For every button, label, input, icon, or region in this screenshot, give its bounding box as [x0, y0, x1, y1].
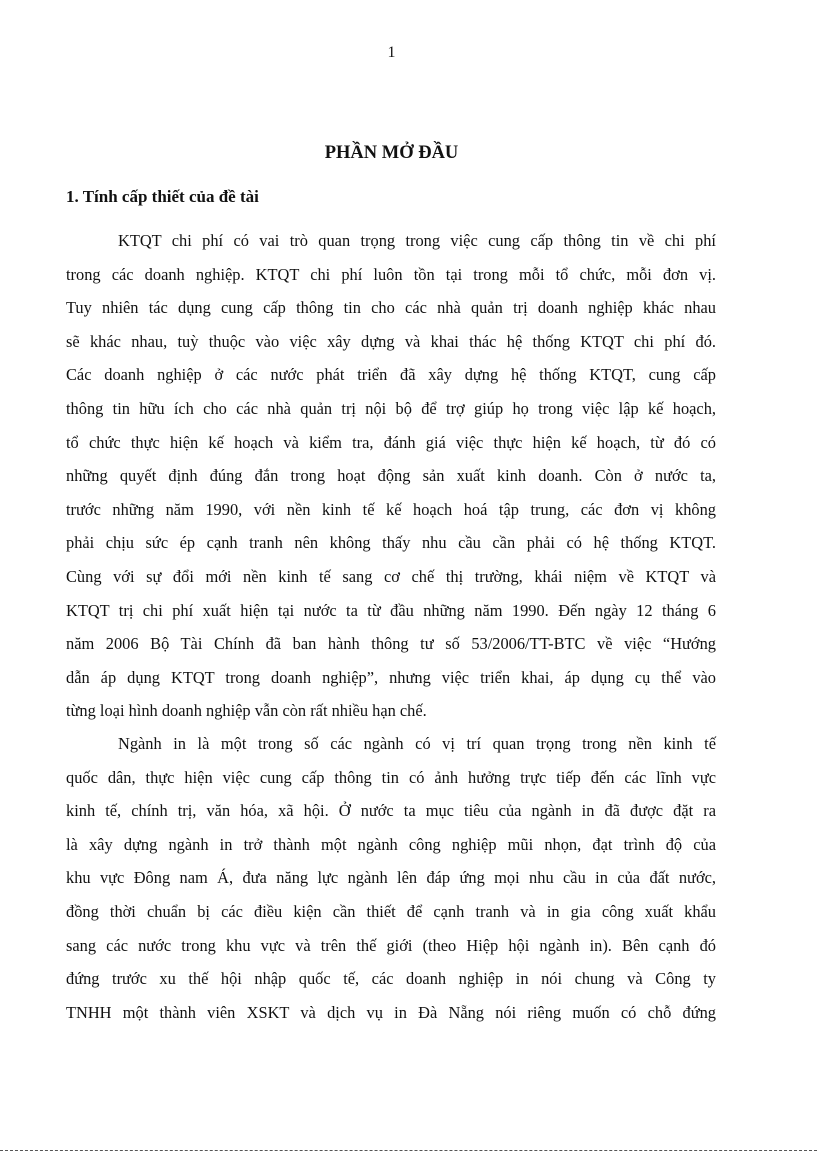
text-line: đồng thời chuẩn bị các điều kiện cần thiết để cạnh tranh và in gia công xuất khẩu	[66, 901, 716, 921]
text-line: sẽ khác nhau, tuỳ thuộc vào việc xây dựng và khai thác hệ thống KTQT chi phí đó.	[66, 331, 716, 351]
text-line: trước những năm 1990, với nền kinh tế kế hoạch hoá tập trung, các đơn vị không	[66, 499, 716, 519]
text-line: dẫn áp dụng KTQT trong doanh nghiệp”, nhưng việc triển khai, áp dụng cụ thể vào	[66, 667, 716, 687]
text-line: Ngành in là một trong số các ngành có vị trí quan trọng trong nền kinh tế	[118, 734, 716, 753]
paragraph-2	[66, 727, 716, 1029]
text-line: trong các doanh nghiệp. KTQT chi phí luôn tồn tại trong mỗi tổ chức, mỗi đơn vị.	[66, 264, 716, 284]
text-line: thông tin hữu ích cho các nhà quản trị nội bộ để trợ giúp họ trong việc lập kế hoạch,	[66, 398, 716, 418]
section-heading: 1. Tính cấp thiết của đề tài	[66, 187, 259, 206]
text-line: kinh tế, chính trị, văn hóa, xã hội. Ở nước ta mục tiêu của ngành in đã được đặt ra	[66, 801, 716, 821]
text-line: năm 2006 Bộ Tài Chính đã ban hành thông tư số 53/2006/TT-BTC về việc “Hướng	[66, 634, 716, 654]
page-title: PHẦN MỞ ĐẦU	[324, 143, 459, 163]
text-line: là xây dựng ngành in trở thành một ngành công nghiệp mũi nhọn, đạt trình độ của	[66, 834, 716, 854]
text-line: tổ chức thực hiện kế hoạch và kiểm tra, đánh giá việc thực hiện kế hoạch, từ đó có	[66, 432, 716, 452]
page-bottom-rule	[0, 1150, 817, 1151]
text-line: những quyết định đúng đắn trong hoạt động sản xuất kinh doanh. Còn ở nước ta,	[66, 466, 716, 486]
text-line: KTQT trị chi phí xuất hiện tại nước ta từ đầu những năm 1990. Đến ngày 12 tháng 6	[66, 600, 716, 620]
text-line: sang các nước trong khu vực và trên thế giới (theo Hiệp hội ngành in). Bên cạnh đó	[66, 935, 716, 955]
text-line: khu vực Đông nam Á, đưa năng lực ngành lên đáp ứng mọi nhu cầu in của đất nước,	[66, 868, 716, 888]
text-line: Các doanh nghiệp ở các nước phát triển đã xây dựng hệ thống KTQT, cung cấp	[66, 365, 716, 385]
text-line: đứng trước xu thế hội nhập quốc tế, các doanh nghiệp in nói chung và Công ty	[66, 969, 716, 989]
text-line: phải chịu sức ép cạnh tranh nên không thấy nhu cầu cần phải có hệ thống KTQT.	[66, 533, 716, 553]
text-line: KTQT chi phí có vai trò quan trọng trong việc cung cấp thông tin về chi phí	[118, 231, 716, 250]
paragraph-1	[66, 224, 716, 728]
text-line: Cùng với sự đổi mới nền kinh tế sang cơ chế thị trường, khái niệm về KTQT và	[66, 566, 716, 586]
text-line: quốc dân, thực hiện việc cung cấp thông tin có ảnh hưởng trực tiếp đến các lĩnh vực	[66, 767, 716, 787]
page-number: 1	[387, 44, 396, 61]
text-line: TNHH một thành viên XSKT và dịch vụ in Đà Nẵng nói riêng muốn có chỗ đứng	[66, 1002, 716, 1022]
text-line: Tuy nhiên tác dụng cung cấp thông tin cho các nhà quản trị doanh nghiệp khác nhau	[66, 298, 716, 318]
text-line: từng loại hình doanh nghiệp vẫn còn rất nhiều hạn chế.	[66, 701, 427, 721]
